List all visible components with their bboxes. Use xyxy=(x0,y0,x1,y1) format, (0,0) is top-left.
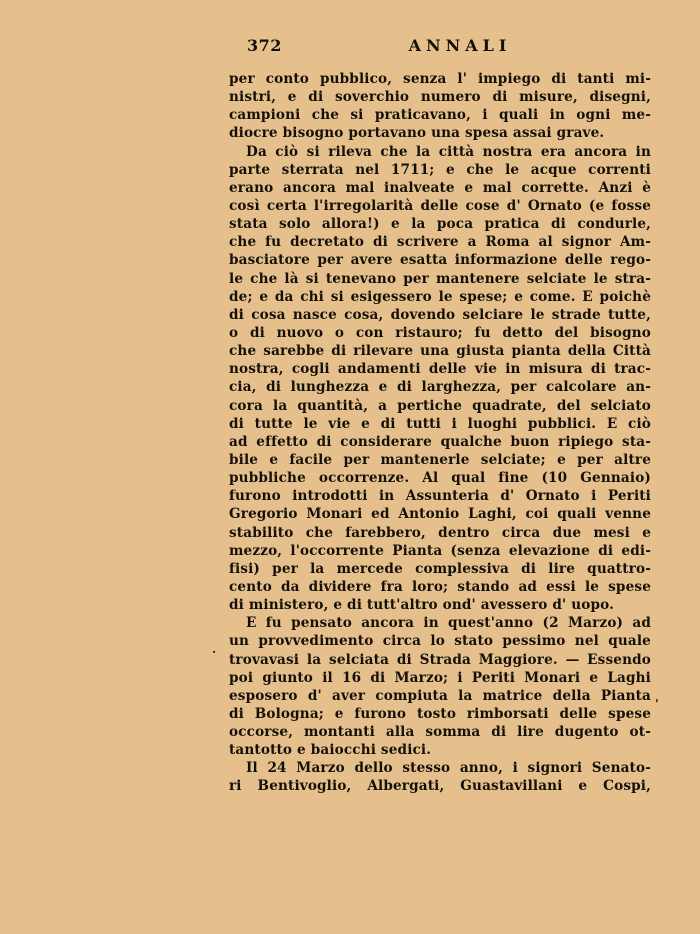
text-line: poi giunto il 16 di Marzo; i Periti Monari e Laghi xyxy=(229,669,651,686)
stray-mark: · xyxy=(212,645,217,659)
text-line: ri Bentivoglio, Albergati, Guastavillani e Cospi, xyxy=(229,778,651,795)
text-line: cia, di lunghezza e di larghezza, per calcolare an- xyxy=(229,379,651,396)
body-text xyxy=(229,70,651,796)
text-line: che fu decretato di scrivere a Roma al signor Am- xyxy=(229,234,651,251)
text-line: nistri, e di soverchio numero di misure, disegni, xyxy=(229,89,651,106)
text-line: le che là si tenevano per mantenere selciate le stra- xyxy=(229,270,651,287)
text-line: nostra, cogli andamenti delle vie in misura di trac- xyxy=(229,361,651,378)
text-line: campioni che si praticavano, i quali in ogni me- xyxy=(229,107,651,124)
text-line: Da ciò si rileva che la città nostra era ancora in xyxy=(246,143,651,160)
text-line: trovavasi la selciata di Strada Maggiore. — Essendo xyxy=(229,651,651,668)
text-line: di Bologna; e furono tosto rimborsati delle spese xyxy=(229,705,651,722)
text-line: così certa l'irregolarità delle cose d' Ornato (e fosse xyxy=(229,197,651,214)
text-line: di tutte le vie e di tutti i luoghi pubblici. E ciò xyxy=(229,415,651,432)
text-line: Il 24 Marzo dello stesso anno, i signori Senato- xyxy=(246,760,651,777)
text-line: mezzo, l'occorrente Pianta (senza elevazione di edi- xyxy=(229,542,651,559)
text-line: cora la quantità, a pertiche quadrate, del selciato xyxy=(229,397,651,414)
text-line: erano ancora mal inalveate e mal corrette. Anzi è xyxy=(229,179,651,196)
text-line: un provvedimento circa lo stato pessimo nel quale xyxy=(229,633,651,650)
running-head: ANNALI xyxy=(408,36,512,55)
text-line: che sarebbe di rilevare una giusta pianta della Città xyxy=(229,343,651,360)
text-line: diocre bisogno portavano una spesa assai grave. xyxy=(229,125,605,142)
text-line: tantotto e baiocchi sedici. xyxy=(229,742,432,759)
text-line: bile e facile per mantenerle selciate; e per altre xyxy=(229,451,651,468)
text-line: furono introdotti in Assunteria d' Ornato i Periti xyxy=(229,488,651,505)
page-header xyxy=(229,36,651,60)
text-line: stabilito che farebbero, dentro circa due mesi e xyxy=(229,524,651,541)
stray-mark: ' xyxy=(655,697,659,711)
text-line: basciatore per avere esatta informazione delle rego- xyxy=(229,252,651,269)
text-line: occorse, montanti alla somma di lire dugento ot- xyxy=(229,724,651,741)
text-line: di cosa nasce cosa, dovendo selciare le strade tutte, xyxy=(229,306,651,323)
page-number: 372 xyxy=(247,36,282,55)
text-line: Gregorio Monari ed Antonio Laghi, coi quali venne xyxy=(229,506,651,523)
text-line: pubbliche occorrenze. Al qual fine (10 Gennaio) xyxy=(229,470,651,487)
text-line: fisi) per la mercede complessiva di lire quattro- xyxy=(229,560,651,577)
text-line: E fu pensato ancora in quest'anno (2 Marzo) ad xyxy=(246,615,651,632)
text-line: ad effetto di considerare qualche buon ripiego sta- xyxy=(229,433,651,450)
text-line: di ministero, e di tutt'altro ond' avessero d' uopo. xyxy=(229,597,614,614)
text-line: parte sterrata nel 1711; e che le acque correnti xyxy=(229,161,651,178)
text-line: per conto pubblico, senza l' impiego di tanti mi- xyxy=(229,71,651,87)
text-line: cento da dividere fra loro; stando ad essi le spese xyxy=(229,578,651,595)
text-line: de; e da chi si esigessero le spese; e come. E poichè xyxy=(229,288,651,305)
text-line: stata solo allora!) e la poca pratica di condurle, xyxy=(229,216,651,233)
text-line: esposero d' aver compiuta la matrice della Pianta xyxy=(229,687,651,704)
text-line: o di nuovo o con ristauro; fu detto del bisogno xyxy=(229,324,651,341)
